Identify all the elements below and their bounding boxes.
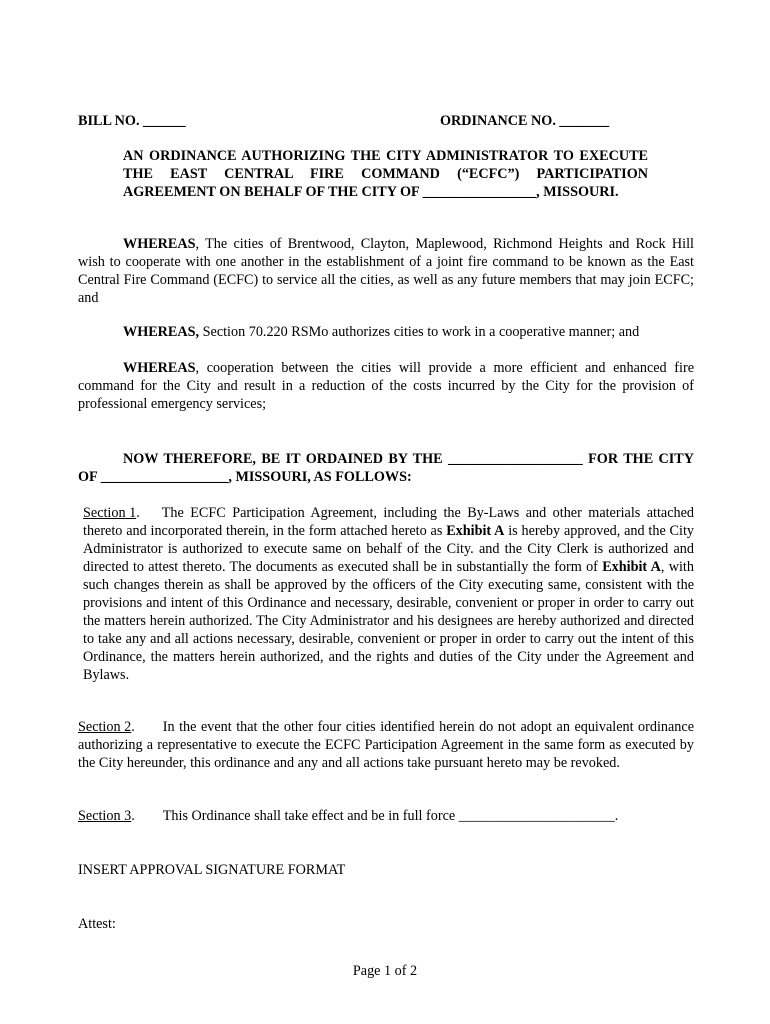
section-1-period: . bbox=[136, 505, 140, 521]
section-1-text-a: The ECFC Participation Agreement, including the By-Laws and other materials attached thereto and incorporated therein, in the form attached hereto as bbox=[83, 505, 694, 539]
page-number: Page 1 of 2 bbox=[352, 963, 418, 979]
now-therefore-clause: NOW THEREFORE, BE IT ORDAINED BY THE ___________________ FOR THE CITY OF __________________, MISSOURI, AS FOLLOWS: bbox=[78, 451, 694, 485]
whereas-paragraph-2 bbox=[78, 323, 694, 341]
section-2 bbox=[78, 718, 694, 772]
section-3-period: . bbox=[131, 808, 135, 824]
section-2-text: In the event that the other four cities identified herein do not adopt an equivalent ordinance authorizing a representative to execute the ECFC Participation Agreement in the same form as executed by the City hereunder, this ordinance and any and all actions take pursuant hereto may be revoked. bbox=[78, 719, 694, 771]
whereas-text: , cooperation between the cities will provide a more efficient and enhanced fire command for the City and result in a reduction of the costs incurred by the City for the provision of professional emergency services; bbox=[78, 360, 694, 412]
section-1-text-c: , with such changes therein as shall be approved by the officers of the City executing same, consistent with the provisions and intent of this Ordinance and necessary, desirable, convenient or proper in order to carry out the matters herein authorized. The City Administrator and his designees are hereby authorized and directed to take any and all actions necessary, desirable, convenient or proper in order to carry out the intent of this Ordinance, the matters herein authorized, and the rights and duties of the City under the Agreement and Bylaws. bbox=[83, 559, 694, 683]
section-2-heading bbox=[78, 718, 135, 736]
section-2-period: . bbox=[131, 719, 135, 735]
section-2-label: Section 2 bbox=[78, 719, 132, 735]
section-1-text-b: is hereby approved, and the City Administrator is authorized to execute same on behalf of the City. and the City Clerk is authorized and directed to attest thereto. The documents as executed shall be in substantially the form of bbox=[83, 523, 694, 575]
bill-number: BILL NO. ______ bbox=[78, 113, 186, 129]
whereas-text: Section 70.220 RSMo authorizes cities to work in a cooperative manner; and bbox=[199, 324, 640, 340]
ordinance-number: ORDINANCE NO. _______ bbox=[440, 113, 610, 129]
whereas-lead: WHEREAS bbox=[123, 236, 196, 252]
section-3-heading bbox=[78, 807, 135, 825]
section-1 bbox=[83, 504, 694, 684]
ordinance-title: AN ORDINANCE AUTHORIZING THE CITY ADMINISTRATOR TO EXECUTE THE EAST CENTRAL FIRE COMMAND (“ECFC”) PARTICIPATION AGREEMENT ON BEHALF OF THE CITY OF ________________, MISSOURI. bbox=[123, 148, 648, 200]
header-line bbox=[78, 112, 698, 130]
section-1-heading bbox=[83, 504, 140, 522]
whereas-paragraph-1 bbox=[78, 235, 694, 307]
exhibit-a-reference: Exhibit A bbox=[446, 523, 505, 539]
section-1-label: Section 1 bbox=[83, 505, 137, 521]
section-3-text: This Ordinance shall take effect and be in full force ______________________. bbox=[162, 808, 619, 824]
section-3 bbox=[78, 807, 694, 825]
whereas-text: , The cities of Brentwood, Clayton, Maplewood, Richmond Heights and Rock Hill wish to cooperate with one another in the establishment of a joint fire command to be known as the East Central Fire Command (ECFC) to service all the cities, as well as any future members that may join ECFC; and bbox=[78, 236, 694, 306]
whereas-lead: WHEREAS, bbox=[123, 324, 200, 340]
attest-label: Attest: bbox=[78, 916, 116, 932]
whereas-paragraph-3 bbox=[78, 359, 694, 413]
whereas-lead: WHEREAS bbox=[123, 360, 196, 376]
signature-format-placeholder: INSERT APPROVAL SIGNATURE FORMAT bbox=[78, 862, 346, 878]
section-3-label: Section 3 bbox=[78, 808, 132, 824]
exhibit-a-reference: Exhibit A bbox=[602, 559, 661, 575]
